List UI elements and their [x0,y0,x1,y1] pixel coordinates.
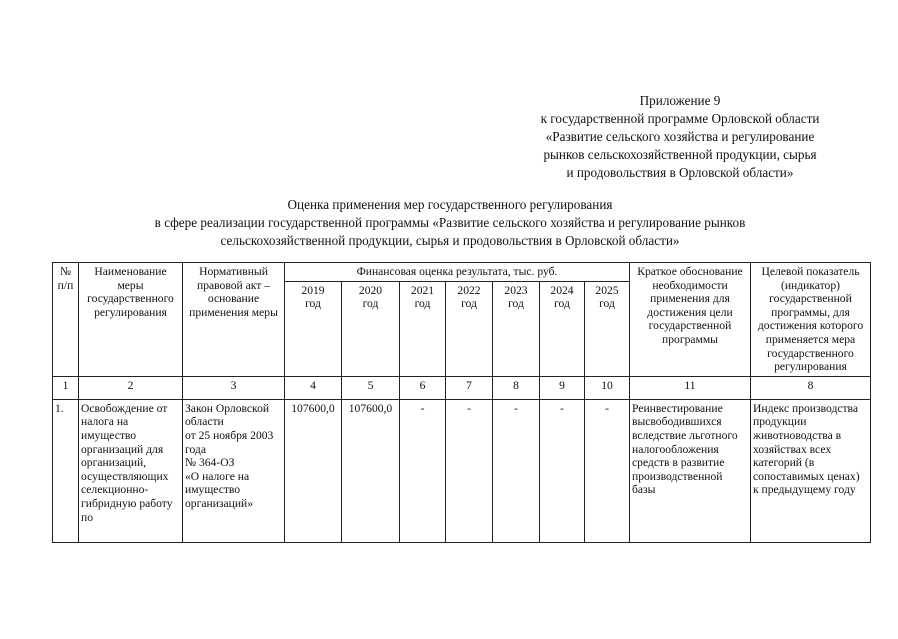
appendix-line: Приложение 9 [639,93,721,108]
column-number: 10 [585,376,630,399]
row-value-2023: - [493,399,540,542]
header-measure: Наименование меры государственного регулирования [79,263,183,377]
row-act: Закон Орловской области от 25 ноября 2003 года № 364-ОЗ «О налоге на имущество организаций» [183,399,285,542]
row-num: 1. [53,399,79,542]
row-value-2022: - [446,399,493,542]
row-value-2024: - [540,399,585,542]
header-year-2023: 2023 год [493,281,540,376]
appendix-line: рынков сельскохозяйственной продукции, сырья [543,147,817,162]
appendix-line: к государственной программе Орловской области [540,111,820,126]
column-number: 11 [630,376,751,399]
row-value-2021: - [400,399,446,542]
column-number: 5 [342,376,400,399]
column-numbers-row [53,376,871,399]
appendix-heading [470,92,890,182]
column-number: 7 [446,376,493,399]
row-measure: Освобождение от налога на имущество организаций для организаций, осуществляющих селекционно-гибридную работу по [79,399,183,542]
title-line: сельскохозяйственной продукции, сырья и продовольствия в Орловской области» [220,233,680,248]
row-value-2019: 107600,0 [285,399,342,542]
table-row [53,399,871,542]
header-year-2022: 2022 год [446,281,493,376]
header-row [53,263,871,282]
header-year-2019: 2019 год [285,281,342,376]
row-indicator: Индекс производства продукции животноводства в хозяйствах всех категорий (в сопоставимых ценах) к предыдущему году [751,399,871,542]
title-line: в сфере реализации государственной программы «Развитие сельского хозяйства и регулирование рынков [154,215,746,230]
column-number: 2 [79,376,183,399]
column-number: 8 [493,376,540,399]
header-year-2025: 2025 год [585,281,630,376]
column-number: 6 [400,376,446,399]
column-number: 1 [53,376,79,399]
header-financial: Финансовая оценка результата, тыс. руб. [285,263,630,282]
row-value-2020: 107600,0 [342,399,400,542]
header-year-2020: 2020 год [342,281,400,376]
row-value-2025: - [585,399,630,542]
header-justification: Краткое обоснование необходимости применения для достижения цели государственной программы [630,263,751,377]
header-num: № п/п [53,263,79,377]
header-act: Нормативный правовой акт – основание применения меры [183,263,285,377]
header-indicator: Целевой показатель (индикатор) государственной программы, для достижения которого применяется мера государственного регулирования [751,263,871,377]
appendix-line: и продовольствия в Орловской области» [566,165,794,180]
row-justification: Реинвестирование высвободившихся вследствие льготного налогообложения средств в развитие производственной базы [630,399,751,542]
header-year-2021: 2021 год [400,281,446,376]
measures-table [52,262,871,543]
title-line: Оценка применения мер государственного регулирования [287,197,613,212]
column-number: 4 [285,376,342,399]
column-number: 8 [751,376,871,399]
appendix-line: «Развитие сельского хозяйства и регулирование [545,129,815,144]
document-title [80,196,820,250]
column-number: 9 [540,376,585,399]
header-year-2024: 2024 год [540,281,585,376]
column-number: 3 [183,376,285,399]
